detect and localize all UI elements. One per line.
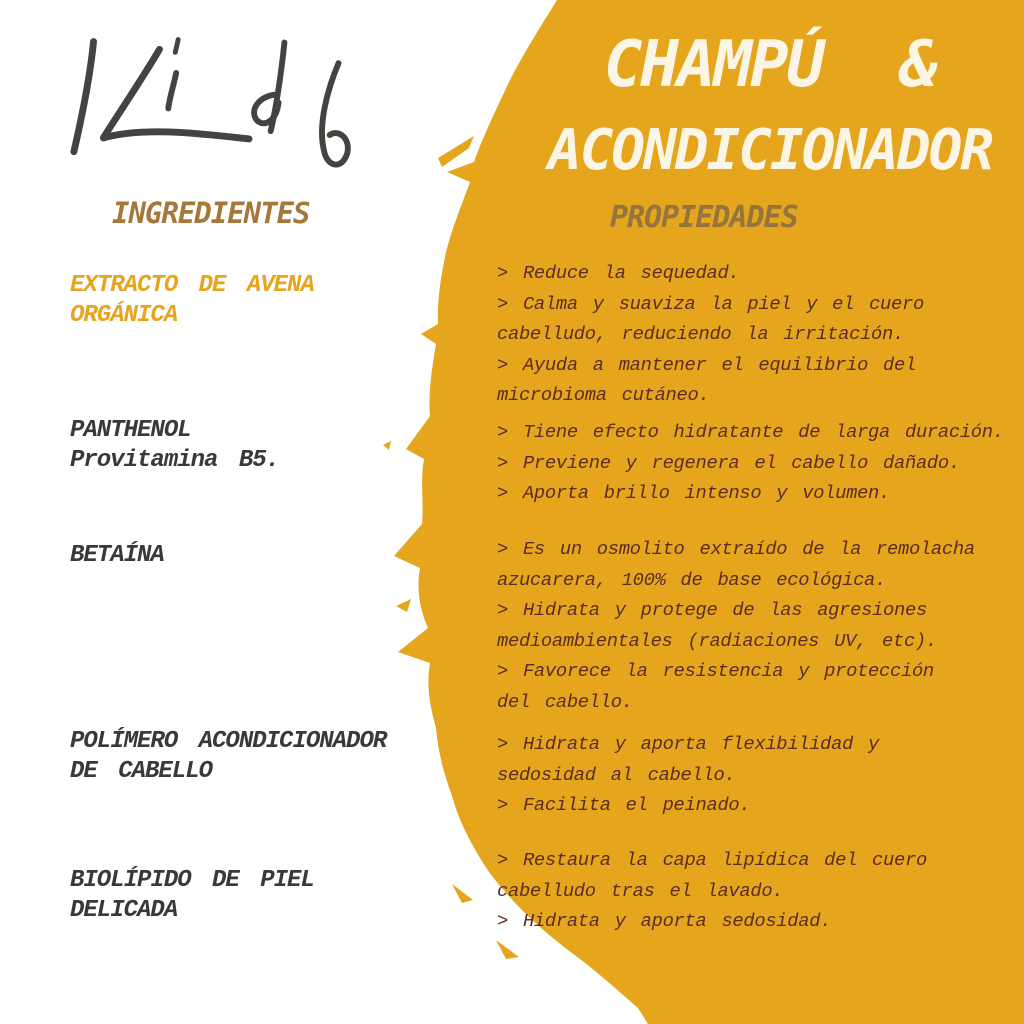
- properties-block-panthenol: [497, 417, 1004, 509]
- logo-stroke-k-swash: [103, 49, 249, 139]
- property-line: > Aporta brillo intenso y volumen.: [497, 482, 891, 504]
- property-line: > Restaura la capa lipídica del cuero: [497, 849, 927, 871]
- logo-stroke-i-dot: [175, 40, 178, 53]
- properties-block-avena: [497, 258, 924, 411]
- ingredient-line: POLÍMERO ACONDICIONADOR: [70, 728, 387, 755]
- property-line: medioambientales (radiaciones UV, etc).: [497, 629, 937, 652]
- property-line: > Hidrata y protege de las agresiones: [497, 599, 927, 621]
- ingredient-line: DELICADA: [70, 897, 178, 924]
- property-line: > Es un osmolito extraído de la remolacha: [497, 538, 975, 560]
- brush-fleck: [396, 599, 411, 612]
- ingredient-line: EXTRACTO DE AVENA: [70, 272, 314, 299]
- properties-block-polimero: [497, 729, 879, 821]
- property-line: sedosidad al cabello.: [497, 763, 736, 786]
- property-line: del cabello.: [497, 690, 633, 713]
- ingredient-panthenol: [70, 416, 279, 476]
- property-line: > Favorece la resistencia y protección: [497, 660, 934, 682]
- brand-logo: [66, 26, 371, 182]
- properties-block-biolipido: [497, 845, 927, 937]
- brush-fleck: [438, 136, 474, 167]
- property-line: > Facilita el peinado.: [497, 794, 751, 816]
- logo-stroke-k-stem: [74, 42, 94, 152]
- ingredient-line: BETAÍNA: [70, 542, 164, 569]
- ingredient-polimero: [70, 727, 386, 787]
- ingredient-extracto-avena: [70, 271, 314, 331]
- ingredient-line: Provitamina B5.: [70, 447, 280, 474]
- property-line: microbioma cutáneo.: [497, 384, 710, 406]
- ingredient-biolipido: [70, 866, 314, 926]
- property-line: > Calma y suaviza la piel y el cuero: [497, 292, 924, 315]
- product-title-line2: ACONDICIONADOR: [547, 118, 992, 183]
- property-line: > Reduce la sequedad.: [497, 262, 740, 284]
- property-line: azucarera, 100% de base ecológica.: [497, 568, 887, 591]
- brush-fleck: [496, 940, 519, 959]
- logo-stroke-s: [322, 63, 348, 164]
- ingredient-line: ORGÁNICA: [70, 302, 178, 329]
- brush-fleck: [452, 884, 473, 903]
- property-line: cabelludo, reduciendo la irritación.: [497, 323, 904, 345]
- logo-stroke-d-stem: [271, 43, 285, 132]
- property-line: > Tiene efecto hidratante de larga duración.: [497, 421, 1004, 443]
- ingredient-line: PANTHENOL: [70, 417, 191, 444]
- properties-block-betaina: [497, 534, 975, 717]
- property-line: > Previene y regenera el cabello dañado.: [497, 451, 960, 474]
- ingredients-heading: INGREDIENTES: [112, 196, 310, 230]
- ingredient-line: DE CABELLO: [70, 758, 213, 785]
- property-line: > Ayuda a mantener el equilibrio del: [497, 353, 916, 376]
- ingredient-betaina: [70, 541, 164, 571]
- property-line: cabelludo tras el lavado.: [497, 879, 784, 902]
- ingredient-line: BIOLÍPIDO DE PIEL: [70, 867, 314, 894]
- product-title-line1: CHAMPÚ &: [603, 28, 937, 102]
- brush-fleck: [383, 441, 391, 450]
- property-line: > Hidrata y aporta flexibilidad y: [497, 733, 880, 755]
- properties-heading: PROPIEDADES: [610, 200, 798, 235]
- logo-stroke-i: [168, 73, 176, 108]
- property-line: > Hidrata y aporta sedosidad.: [497, 910, 832, 932]
